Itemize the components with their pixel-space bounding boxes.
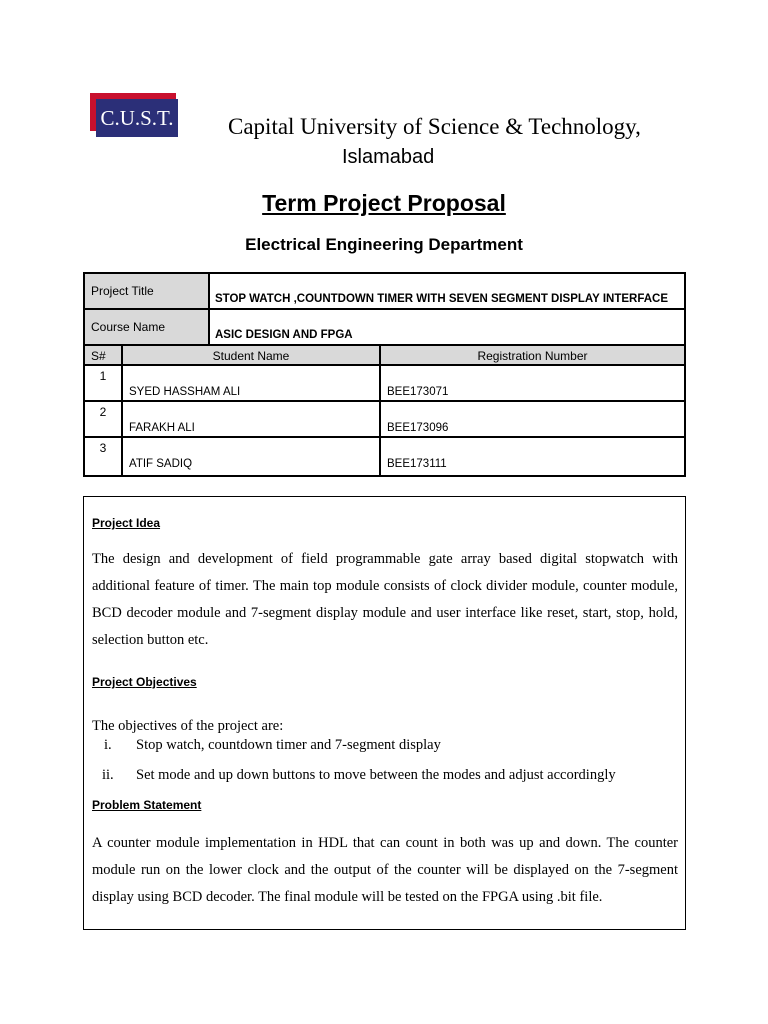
row-3-sn: 3 [83,436,123,477]
university-logo [90,93,178,139]
project-title-value: STOP WATCH ,COUNTDOWN TIMER WITH SEVEN SEGMENT DISPLAY INTERFACE [208,272,686,310]
project-objectives-heading: Project Objectives [92,675,197,689]
course-name-value: ASIC DESIGN AND FPGA [208,308,686,346]
row-2-reg: BEE173096 [379,400,686,438]
header-sn: S# [83,344,123,366]
university-name: Capital University of Science & Technology, [228,114,641,139]
problem-statement-text: A counter module implementation in HDL that can count in both was up and down. The counter module run on the lower clock and the output of the counter will be displayed on the 7-segment display using BCD decoder. The final module will be tested on the FPGA using .bit file. [92,835,678,905]
course-name-label: Course Name [83,308,210,346]
project-idea-text: The design and development of field programmable gate array based digital stopwatch with additional feature of timer. The main top module consists of clock divider module, counter module, BCD decoder module and 7-segment display module and user interface like reset, start, stop, hold, selection button etc. [92,551,678,648]
row-1-reg: BEE173071 [379,364,686,402]
row-2-sn: 2 [83,400,123,438]
objective-2-text: Set mode and up down buttons to move between the modes and adjust accordingly [136,767,616,783]
logo-text: C.U.S.T. [96,99,178,137]
row-2-name: FARAKH ALI [121,400,381,438]
project-title-label: Project Title [83,272,210,310]
department-name: Electrical Engineering Department [245,235,523,254]
row-1-name: SYED HASSHAM ALI [121,364,381,402]
header-registration-number: Registration Number [379,344,686,366]
row-3-reg: BEE173111 [379,436,686,477]
objective-2-number: ii. [102,767,114,783]
problem-statement-heading: Problem Statement [92,798,202,812]
header-student-name: Student Name [121,344,381,366]
project-idea-heading: Project Idea [92,516,161,530]
objective-1-text: Stop watch, countdown timer and 7-segment display [136,737,441,753]
page-title: Term Project Proposal [262,190,506,216]
project-info-table [83,272,686,477]
row-1-sn: 1 [83,364,123,402]
university-city: Islamabad [342,146,435,168]
objective-1-number: i. [104,737,112,753]
row-3-name: ATIF SADIQ [121,436,381,477]
objectives-intro: The objectives of the project are: [92,718,284,734]
proposal-content-box [83,496,686,930]
